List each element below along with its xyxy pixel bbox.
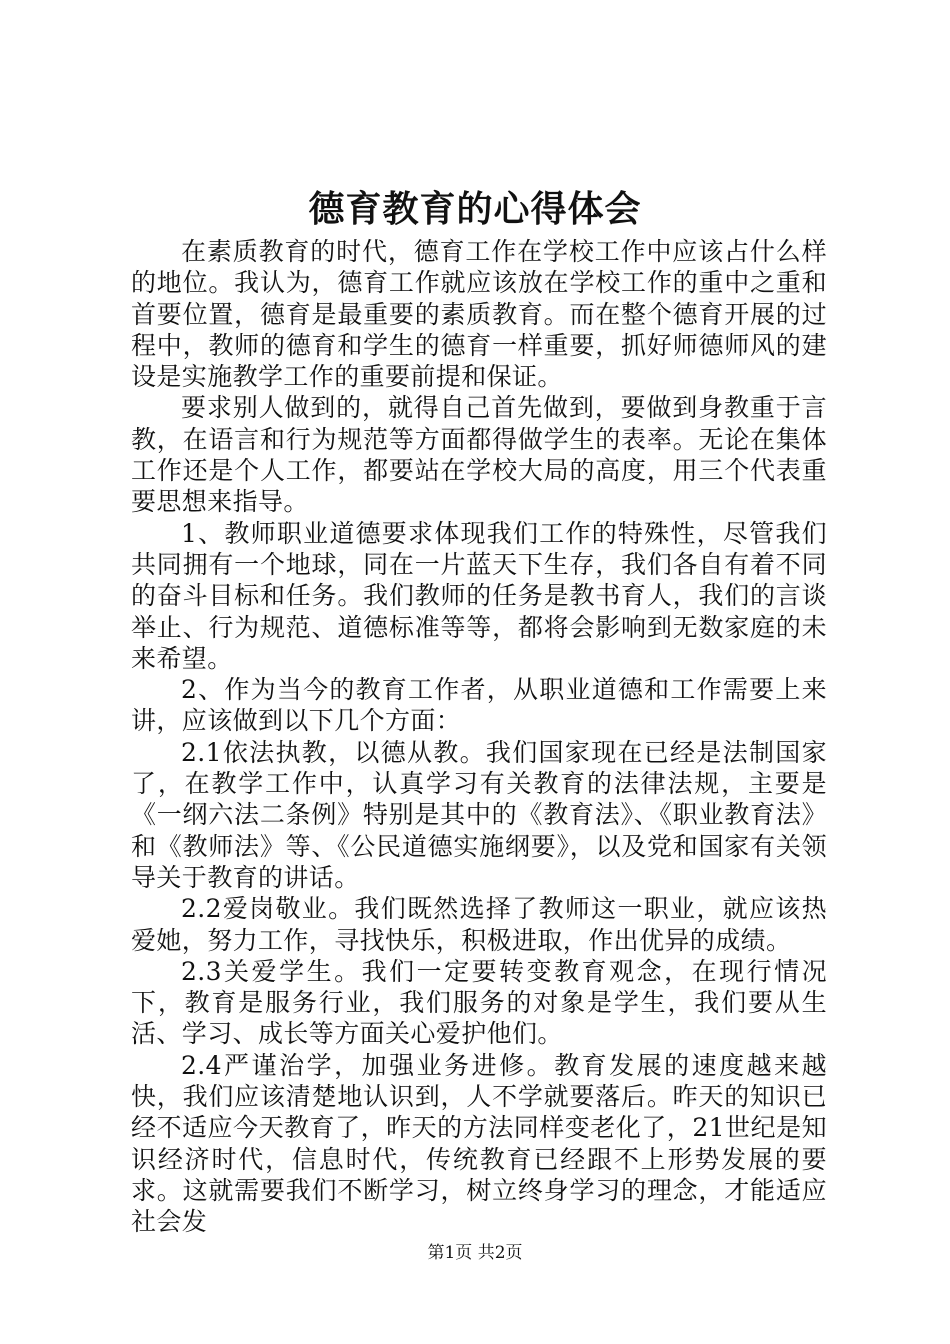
- document-title: 德育教育的心得体会: [308, 188, 642, 230]
- paragraph-6: 2.2爱岗敬业。我们既然选择了教师这一职业，就应该热爱她，努力工作，寻找快乐，积极进取，作出优异的成绩。: [131, 894, 827, 955]
- paragraph-1: 在素质教育的时代，德育工作在学校工作中应该占什么样的地位。我认为，德育工作就应该放在学校工作的重中之重和首要位置，德育是最重要的素质教育。而在整个德育开展的过程中，教师的德育和学生的德育一样重要，抓好师德师风的建设是实施教学工作的重要前提和保证。: [131, 237, 827, 392]
- paragraph-2: 要求别人做到的，就得自己首先做到，要做到身教重于言教，在语言和行为规范等方面都得做学生的表率。无论在集体工作还是个人工作，都要站在学校大局的高度，用三个代表重要思想来指导。: [131, 393, 827, 517]
- paragraph-4: 2、作为当今的教育工作者，从职业道德和工作需要上来讲，应该做到以下几个方面：: [131, 675, 827, 736]
- paragraph-7: 2.3关爱学生。我们一定要转变教育观念，在现行情况下，教育是服务行业，我们服务的对象是学生，我们要从生活、学习、成长等方面关心爱护他们。: [131, 956, 827, 1049]
- paragraph-5: 2.1依法执教，以德从教。我们国家现在已经是法制国家了，在教学工作中，认真学习有关教育的法律法规，主要是《一纲六法二条例》特别是其中的《教育法》、《职业教育法》和《教师法》等、《公民道德实施纲要》，以及党和国家有关领导关于教育的讲话。: [131, 737, 827, 892]
- paragraph-3: 1、教师职业道德要求体现我们工作的特殊性，尽管我们共同拥有一个地球，同在一片蓝天下生存，我们各自有着不同的奋斗目标和任务。我们教师的任务是教书育人，我们的言谈举止、行为规范、道德标准等等，都将会影响到无数家庭的未来希望。: [131, 518, 827, 673]
- page-footer: 第1页 共2页: [427, 1243, 523, 1263]
- document-body: [131, 236, 827, 1238]
- paragraph-8: 2.4严谨治学，加强业务进修。教育发展的速度越来越快，我们应该清楚地认识到，人不学就要落后。昨天的知识已经不适应今天教育了，昨天的方法同样变老化了，21世纪是知识经济时代，信息时代，传统教育已经跟不上形势发展的要求。这就需要我们不断学习，树立终身学习的理念，才能适应社会发: [131, 1050, 827, 1237]
